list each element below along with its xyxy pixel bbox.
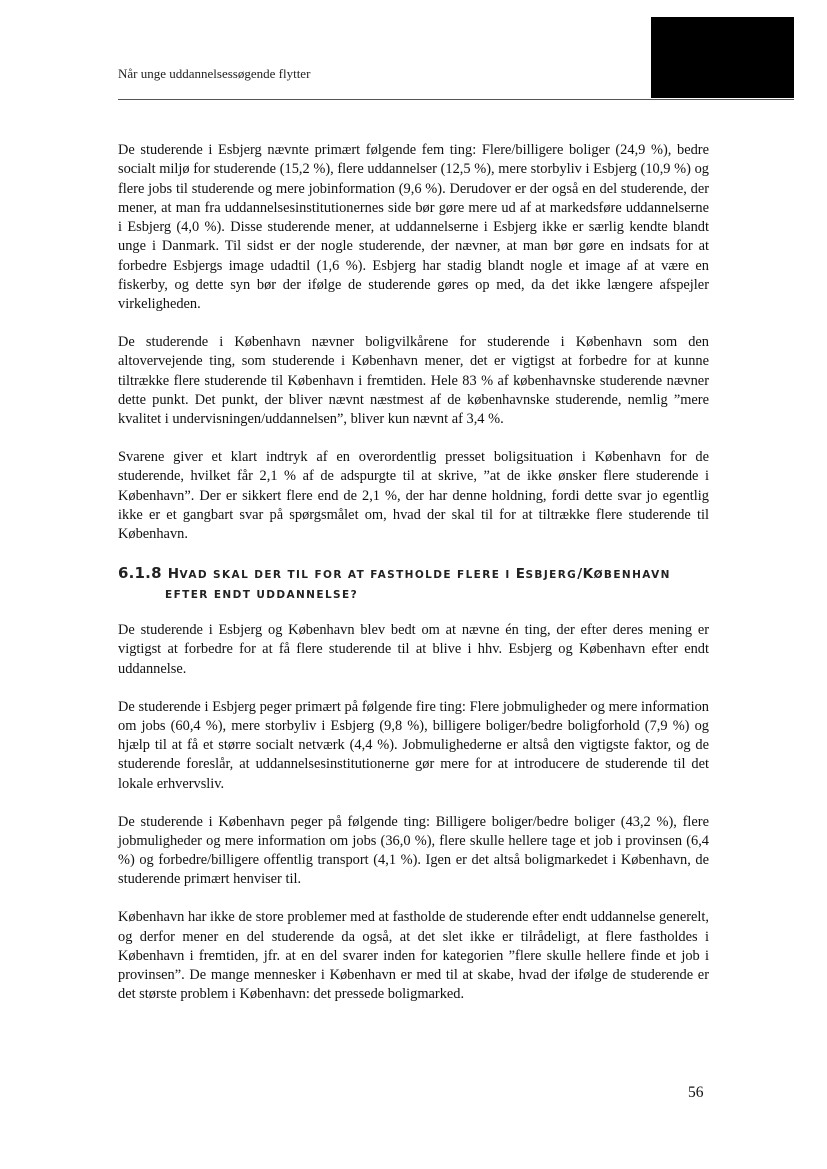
page-body bbox=[118, 141, 709, 1023]
paragraph-koebenhavn-housing: De studerende i København nævner boligvilkårene for studerende i København som den altovervejende ting, som studerende i København mener, det er vigtigst at forbedre for at kunne tiltrække flere studerende til København i fremtiden. Hele 83 % af københavnske studerende nævner dette punkt. Det punkt, der bliver nævnt næstmest af de københavnske studerende, nemlig ”mere kvalitet i undervisningen/uddannelsen”, bliver kun nævnt af 3,4 %. bbox=[118, 334, 709, 428]
page-number: 56 bbox=[688, 1084, 704, 1101]
paragraph-one-thing-question: De studerende i Esbjerg og København blev bedt om at nævne én ting, der efter deres mening er vigtigst at forbedre for at få flere studerende til at blive i hhv. Esbjerg og København efter endt uddannelse. bbox=[118, 622, 709, 677]
paragraph-housing-pressure: Svarene giver et klart indtryk af en overordentlig presset boligsituation i København for de studerende, hvilket får 2,1 % af de adspurgte til at skrive, ”at de ikke ønsker flere studerende i København”. Der er sikkert flere end de 2,1 %, der har denne holdning, fordi dette svar jo egentlig ikke er et gangbart svar på spørgsmålet om, hvad der skal til for at tiltrække flere studerende til København. bbox=[118, 449, 709, 543]
paragraph-koebenhavn-things: De studerende i København peger på følgende ting: Billigere boliger/bedre boliger (43,2 %), flere jobmuligheder og mere information om jobs (36,0 %), flere skulle hellere tage et job i provinsen (6,4 %) og forbedre/billigere offentlig transport (4,1 %). Igen er det altså boligmarkedet i København, de studerende primært henviser til. bbox=[118, 813, 709, 888]
section-heading-6-1-8: 6.1.8 HVAD SKAL DER TIL FOR AT FASTHOLDE FLERE I ESBJERG/KØBENHAVN EFTER ENDT UDDANNELSE? bbox=[118, 563, 709, 605]
header-black-tab bbox=[651, 17, 794, 98]
paragraph-esbjerg-four-things: De studerende i Esbjerg peger primært på følgende fire ting: Flere jobmuligheder og mere information om jobs (60,4 %), mere storbyliv i Esbjerg (9,8 %), billigere boliger/bedre boligforhold (7,9 %) og hjælp til at få et større socialt netværk (4,4 %). Jobmulighederne er altså den vigtigste faktor, og de studerende foreslår, at uddannelsesinstitutionerne gør mere for at introducere de studerende til det lokale erhvervsliv. bbox=[118, 698, 709, 792]
paragraph-esbjerg-five-things: De studerende i Esbjerg nævnte primært følgende fem ting: Flere/billigere boliger (24,9 %), bedre socialt miljø for studerende (15,2 %), flere uddannelser (12,5 %), mere storbyliv i Esbjerg (10,9 %) og flere jobs til studerende og mere jobinformation (9,6 %). Derudover er der også en del studerende, der mener, at man fra uddannelsesinstitutionernes side bør gøre mere ud af at markedsføre uddannelserne i Esbjerg (4,0 %). Disse studerende mener, at uddannelserne i Esbjerg ikke er særlig kendte blandt unge i Danmark. Til sidst er der nogle studerende, der nævner, at man bør gøre en indsats for at forbedre Esbjergs image udadtil (1,6 %). Esbjerg har stadig blandt nogle et image af at være en fiskerby, og dette syn bør der ifølge de studerende gøres op med, da det ikke længere afspejler virkeligheden. bbox=[118, 142, 709, 313]
header-divider bbox=[118, 99, 794, 100]
section-heading-line2: EFTER ENDT UDDANNELSE? bbox=[165, 589, 359, 602]
running-header: Når unge uddannelsessøgende flytter bbox=[118, 66, 311, 81]
paragraph-koebenhavn-retention: København har ikke de store problemer med at fastholde de studerende efter endt uddannelse generelt, og derfor mener en del studerende da også, at det slet ikke er tilrådeligt, at flere fastholdes i København i fremtiden, jfr. at en del svarer inden for kategorien ”flere skulle hellere finde et job i provinsen”. De mange mennesker i København er med til at skabe, hvad der ifølge de studerende er det største problem i København: det pressede boligmarked. bbox=[118, 909, 709, 1003]
section-number: 6.1.8 bbox=[118, 564, 162, 583]
